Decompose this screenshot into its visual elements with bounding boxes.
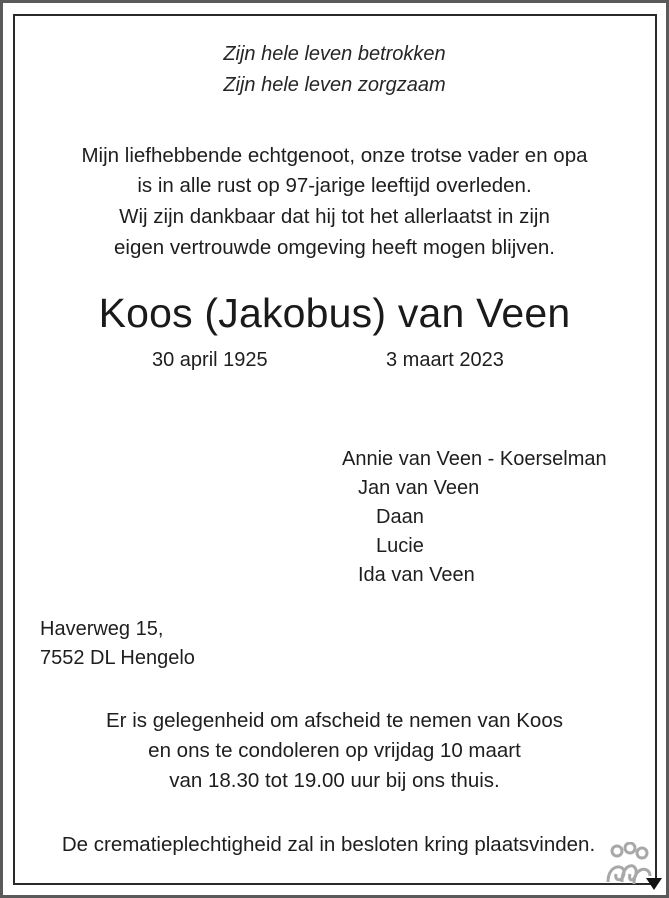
visitation-line-3: van 18.30 tot 19.00 uur bij ons thuis. [169, 769, 500, 792]
family-member: Jan van Veen [358, 477, 480, 499]
intro-line-3: Wij zijn dankbaar dat hij tot het allerlaatst in zijn [119, 205, 550, 228]
deceased-name: Koos (Jakobus) van Veen [98, 290, 571, 336]
intro-line-2: is in alle rust op 97-jarige leeftijd overleden. [137, 174, 532, 197]
address-street: Haverweg 15, [40, 618, 164, 640]
family-member: Daan [376, 506, 424, 528]
visitation-line-1: Er is gelegenheid om afscheid te nemen van Koos [106, 709, 563, 732]
triangle-down-icon[interactable] [646, 878, 662, 890]
address-city: 7552 DL Hengelo [40, 647, 195, 669]
intro-line-4: eigen vertrouwde omgeving heeft mogen blijven. [113, 236, 556, 259]
family-member: Lucie [376, 535, 424, 557]
motto-line-1: Zijn hele leven betrokken [223, 43, 446, 65]
family-member: Annie van Veen - Koerselman [342, 448, 607, 470]
motto-line-2: Zijn hele leven zorgzaam [223, 74, 446, 96]
death-date: 3 maart 2023 [386, 349, 504, 371]
intro-line-1: Mijn liefhebbende echtgenoot, onze trotse vader en opa [81, 144, 588, 167]
ceremony-text: De crematieplechtigheid zal in besloten kring plaatsvinden. [61, 833, 596, 856]
birth-date: 30 april 1925 [152, 349, 268, 371]
visitation-line-2: en ons te condoleren op vrijdag 10 maart [148, 739, 521, 762]
family-people-icon[interactable] [604, 842, 652, 886]
family-member: Ida van Veen [358, 564, 475, 586]
